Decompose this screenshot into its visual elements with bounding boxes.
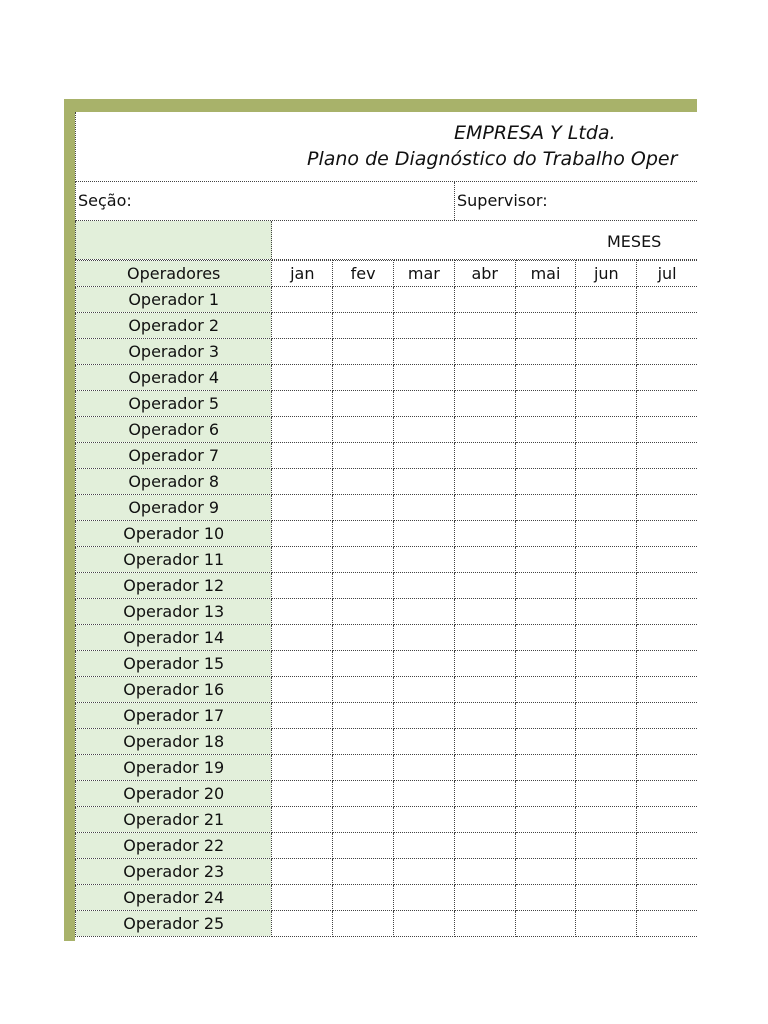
- month-cell-abr[interactable]: [454, 625, 515, 651]
- month-cell-abr[interactable]: [454, 313, 515, 339]
- operator-name-cell[interactable]: Operador 17: [76, 703, 272, 729]
- month-cell-mai[interactable]: [515, 443, 576, 469]
- company-title: EMPRESA Y Ltda.: [454, 122, 616, 144]
- month-cell-jan[interactable]: [272, 443, 333, 469]
- month-cell-jan[interactable]: [272, 339, 333, 365]
- month-cell-jun[interactable]: [576, 573, 637, 599]
- month-cell-jul[interactable]: [637, 417, 697, 443]
- month-cell-mai[interactable]: [515, 729, 576, 755]
- operator-name-cell[interactable]: Operador 13: [76, 599, 272, 625]
- month-cell-mar[interactable]: [393, 885, 454, 911]
- month-cell-jan[interactable]: [272, 469, 333, 495]
- month-cell-jan[interactable]: [272, 651, 333, 677]
- month-cell-abr[interactable]: [454, 781, 515, 807]
- month-cell-fev[interactable]: [333, 547, 394, 573]
- operator-name-cell[interactable]: Operador 6: [76, 417, 272, 443]
- plan-title: Plano de Diagnóstico do Trabalho Oper: [307, 148, 678, 170]
- month-cell-jun[interactable]: [576, 417, 637, 443]
- month-cell-jan[interactable]: [272, 703, 333, 729]
- month-cell-jun[interactable]: [576, 859, 637, 885]
- table-row: [76, 339, 698, 365]
- operator-name-cell[interactable]: Operador 9: [76, 495, 272, 521]
- month-cell-jan[interactable]: [272, 807, 333, 833]
- month-cell-jun[interactable]: [576, 469, 637, 495]
- month-cell-fev[interactable]: [333, 677, 394, 703]
- month-cell-jan[interactable]: [272, 755, 333, 781]
- table-row: [76, 911, 698, 937]
- month-cell-abr[interactable]: [454, 521, 515, 547]
- month-cell-jul[interactable]: [637, 859, 697, 885]
- month-cell-mar[interactable]: [393, 755, 454, 781]
- month-cell-fev[interactable]: [333, 833, 394, 859]
- operator-name-cell[interactable]: Operador 18: [76, 729, 272, 755]
- month-cell-jan[interactable]: [272, 417, 333, 443]
- month-cell-jun[interactable]: [576, 521, 637, 547]
- table-row: [76, 391, 698, 417]
- month-cell-jun[interactable]: [576, 677, 637, 703]
- month-cell-jul[interactable]: [637, 573, 697, 599]
- sheet-frame-left: [64, 99, 75, 941]
- month-cell-abr[interactable]: [454, 859, 515, 885]
- month-cell-mar[interactable]: [393, 729, 454, 755]
- month-cell-fev[interactable]: [333, 755, 394, 781]
- month-cell-jan[interactable]: [272, 677, 333, 703]
- month-cell-mar[interactable]: [393, 521, 454, 547]
- month-cell-mar[interactable]: [393, 469, 454, 495]
- month-cell-jun[interactable]: [576, 729, 637, 755]
- month-cell-abr[interactable]: [454, 339, 515, 365]
- operator-name-cell[interactable]: Operador 12: [76, 573, 272, 599]
- month-header-jul: jul: [637, 261, 697, 287]
- spreadsheet: [75, 112, 697, 941]
- month-cell-jun[interactable]: [576, 443, 637, 469]
- month-cell-jul[interactable]: [637, 651, 697, 677]
- month-cell-jul[interactable]: [637, 339, 697, 365]
- month-cell-jun[interactable]: [576, 781, 637, 807]
- month-cell-jul[interactable]: [637, 313, 697, 339]
- table-row: [76, 651, 698, 677]
- table-row: [76, 313, 698, 339]
- table-row: [76, 807, 698, 833]
- title-block: [75, 112, 697, 182]
- table-row: [76, 443, 698, 469]
- month-cell-jun[interactable]: [576, 495, 637, 521]
- month-cell-mar[interactable]: [393, 339, 454, 365]
- month-cell-abr[interactable]: [454, 365, 515, 391]
- operator-name-cell[interactable]: Operador 15: [76, 651, 272, 677]
- month-cell-mar[interactable]: [393, 703, 454, 729]
- month-cell-fev[interactable]: [333, 859, 394, 885]
- month-cell-mai[interactable]: [515, 599, 576, 625]
- month-cell-mar[interactable]: [393, 807, 454, 833]
- month-cell-abr[interactable]: [454, 651, 515, 677]
- month-cell-abr[interactable]: [454, 911, 515, 937]
- month-cell-abr[interactable]: [454, 807, 515, 833]
- operator-name-cell[interactable]: Operador 3: [76, 339, 272, 365]
- table-row: [76, 573, 698, 599]
- month-cell-mar[interactable]: [393, 365, 454, 391]
- month-cell-abr[interactable]: [454, 547, 515, 573]
- table-row: [76, 417, 698, 443]
- month-cell-abr[interactable]: [454, 287, 515, 313]
- month-cell-jan[interactable]: [272, 391, 333, 417]
- month-cell-jul[interactable]: [637, 625, 697, 651]
- month-cell-fev[interactable]: [333, 651, 394, 677]
- month-header-mai: mai: [515, 261, 576, 287]
- month-cell-mar[interactable]: [393, 677, 454, 703]
- month-cell-mai[interactable]: [515, 313, 576, 339]
- month-cell-abr[interactable]: [454, 417, 515, 443]
- month-cell-jul[interactable]: [637, 469, 697, 495]
- month-cell-fev[interactable]: [333, 807, 394, 833]
- month-cell-fev[interactable]: [333, 781, 394, 807]
- month-cell-mar[interactable]: [393, 495, 454, 521]
- month-cell-mai[interactable]: [515, 391, 576, 417]
- month-cell-jan[interactable]: [272, 781, 333, 807]
- month-cell-fev[interactable]: [333, 469, 394, 495]
- month-header-mar: mar: [393, 261, 454, 287]
- table-row: [76, 287, 698, 313]
- month-cell-fev[interactable]: [333, 365, 394, 391]
- month-cell-jul[interactable]: [637, 547, 697, 573]
- month-cell-mai[interactable]: [515, 651, 576, 677]
- month-cell-mai[interactable]: [515, 417, 576, 443]
- table-row: [76, 547, 698, 573]
- table-row: [76, 885, 698, 911]
- month-cell-fev[interactable]: [333, 391, 394, 417]
- month-cell-mar[interactable]: [393, 443, 454, 469]
- operator-name-cell[interactable]: Operador 25: [76, 911, 272, 937]
- month-cell-jul[interactable]: [637, 287, 697, 313]
- month-cell-mai[interactable]: [515, 807, 576, 833]
- operator-name-cell[interactable]: Operador 20: [76, 781, 272, 807]
- table-row: [76, 755, 698, 781]
- month-cell-fev[interactable]: [333, 625, 394, 651]
- month-cell-abr[interactable]: [454, 677, 515, 703]
- operator-name-cell[interactable]: Operador 14: [76, 625, 272, 651]
- month-cell-mai[interactable]: [515, 287, 576, 313]
- operator-name-cell[interactable]: Operador 2: [76, 313, 272, 339]
- month-cell-mar[interactable]: [393, 417, 454, 443]
- month-cell-mar[interactable]: [393, 833, 454, 859]
- month-cell-mar[interactable]: [393, 651, 454, 677]
- month-cell-jul[interactable]: [637, 781, 697, 807]
- month-cell-jul[interactable]: [637, 807, 697, 833]
- month-cell-jul[interactable]: [637, 833, 697, 859]
- month-cell-mar[interactable]: [393, 287, 454, 313]
- month-cell-mai[interactable]: [515, 365, 576, 391]
- operator-name-cell[interactable]: Operador 4: [76, 365, 272, 391]
- month-cell-jun[interactable]: [576, 625, 637, 651]
- month-cell-jan[interactable]: [272, 885, 333, 911]
- operator-name-cell[interactable]: Operador 24: [76, 885, 272, 911]
- month-cell-fev[interactable]: [333, 599, 394, 625]
- month-cell-mar[interactable]: [393, 781, 454, 807]
- month-cell-mar[interactable]: [393, 911, 454, 937]
- month-cell-abr[interactable]: [454, 391, 515, 417]
- month-cell-jan[interactable]: [272, 573, 333, 599]
- month-cell-mar[interactable]: [393, 573, 454, 599]
- month-cell-jan[interactable]: [272, 495, 333, 521]
- info-divider: [454, 182, 455, 220]
- month-cell-jul[interactable]: [637, 391, 697, 417]
- month-cell-fev[interactable]: [333, 417, 394, 443]
- operators-column-header: Operadores: [76, 261, 272, 287]
- month-cell-abr[interactable]: [454, 573, 515, 599]
- table-row: [76, 781, 698, 807]
- operator-name-cell[interactable]: Operador 19: [76, 755, 272, 781]
- month-cell-jul[interactable]: [637, 599, 697, 625]
- operator-name-cell[interactable]: Operador 1: [76, 287, 272, 313]
- month-cell-jul[interactable]: [637, 703, 697, 729]
- operator-name-cell[interactable]: Operador 23: [76, 859, 272, 885]
- month-cell-abr[interactable]: [454, 599, 515, 625]
- operator-name-cell[interactable]: Operador 5: [76, 391, 272, 417]
- month-cell-fev[interactable]: [333, 573, 394, 599]
- month-cell-abr[interactable]: [454, 469, 515, 495]
- month-cell-mar[interactable]: [393, 599, 454, 625]
- month-cell-jan[interactable]: [272, 625, 333, 651]
- month-cell-mai[interactable]: [515, 339, 576, 365]
- month-cell-jul[interactable]: [637, 365, 697, 391]
- month-header-fev: fev: [333, 261, 394, 287]
- months-header-label: MESES: [607, 232, 662, 251]
- month-cell-mai[interactable]: [515, 677, 576, 703]
- month-cell-fev[interactable]: [333, 339, 394, 365]
- month-cell-mar[interactable]: [393, 859, 454, 885]
- month-cell-mai[interactable]: [515, 547, 576, 573]
- month-cell-jun[interactable]: [576, 755, 637, 781]
- month-cell-mai[interactable]: [515, 469, 576, 495]
- month-cell-mai[interactable]: [515, 703, 576, 729]
- table-row: [76, 469, 698, 495]
- table-row: [76, 703, 698, 729]
- month-cell-mar[interactable]: [393, 547, 454, 573]
- month-cell-jul[interactable]: [637, 911, 697, 937]
- table-row: [76, 677, 698, 703]
- month-cell-jul[interactable]: [637, 729, 697, 755]
- table-header-row: [76, 261, 698, 287]
- section-label: Seção:: [78, 191, 132, 210]
- month-cell-jun[interactable]: [576, 599, 637, 625]
- month-cell-jul[interactable]: [637, 885, 697, 911]
- month-cell-jun[interactable]: [576, 365, 637, 391]
- month-cell-jun[interactable]: [576, 911, 637, 937]
- month-cell-jun[interactable]: [576, 833, 637, 859]
- month-cell-mai[interactable]: [515, 755, 576, 781]
- month-cell-mar[interactable]: [393, 391, 454, 417]
- operator-name-cell[interactable]: Operador 16: [76, 677, 272, 703]
- month-cell-jan[interactable]: [272, 313, 333, 339]
- month-cell-fev[interactable]: [333, 287, 394, 313]
- table-row: [76, 729, 698, 755]
- month-cell-mai[interactable]: [515, 911, 576, 937]
- month-cell-jun[interactable]: [576, 287, 637, 313]
- month-cell-fev[interactable]: [333, 313, 394, 339]
- month-cell-abr[interactable]: [454, 443, 515, 469]
- month-cell-mai[interactable]: [515, 573, 576, 599]
- month-cell-abr[interactable]: [454, 495, 515, 521]
- month-cell-abr[interactable]: [454, 703, 515, 729]
- month-cell-mai[interactable]: [515, 781, 576, 807]
- operator-name-cell[interactable]: Operador 7: [76, 443, 272, 469]
- months-header-blank-cell: [75, 221, 272, 259]
- month-cell-mai[interactable]: [515, 859, 576, 885]
- month-cell-jul[interactable]: [637, 495, 697, 521]
- month-cell-fev[interactable]: [333, 495, 394, 521]
- month-cell-abr[interactable]: [454, 833, 515, 859]
- month-cell-fev[interactable]: [333, 703, 394, 729]
- month-cell-jan[interactable]: [272, 729, 333, 755]
- info-row: [75, 182, 697, 221]
- month-cell-jun[interactable]: [576, 339, 637, 365]
- table-row: [76, 365, 698, 391]
- month-header-jan: jan: [272, 261, 333, 287]
- month-cell-jan[interactable]: [272, 365, 333, 391]
- month-cell-jul[interactable]: [637, 521, 697, 547]
- month-cell-mar[interactable]: [393, 625, 454, 651]
- month-cell-abr[interactable]: [454, 755, 515, 781]
- month-header-abr: abr: [454, 261, 515, 287]
- month-cell-jan[interactable]: [272, 599, 333, 625]
- month-cell-jun[interactable]: [576, 651, 637, 677]
- table-row: [76, 495, 698, 521]
- month-cell-mar[interactable]: [393, 313, 454, 339]
- month-cell-jun[interactable]: [576, 703, 637, 729]
- month-cell-abr[interactable]: [454, 729, 515, 755]
- month-cell-mai[interactable]: [515, 495, 576, 521]
- table-row: [76, 521, 698, 547]
- table-row: [76, 833, 698, 859]
- month-cell-jul[interactable]: [637, 443, 697, 469]
- operator-name-cell[interactable]: Operador 10: [76, 521, 272, 547]
- month-cell-jan[interactable]: [272, 859, 333, 885]
- month-cell-jul[interactable]: [637, 677, 697, 703]
- month-cell-jan[interactable]: [272, 911, 333, 937]
- month-cell-fev[interactable]: [333, 911, 394, 937]
- month-cell-jun[interactable]: [576, 391, 637, 417]
- month-header-jun: jun: [576, 261, 637, 287]
- month-cell-abr[interactable]: [454, 885, 515, 911]
- operator-name-cell[interactable]: Operador 22: [76, 833, 272, 859]
- month-cell-jun[interactable]: [576, 547, 637, 573]
- table-row: [76, 599, 698, 625]
- month-cell-jan[interactable]: [272, 521, 333, 547]
- month-cell-mai[interactable]: [515, 885, 576, 911]
- month-cell-jun[interactable]: [576, 313, 637, 339]
- month-cell-jun[interactable]: [576, 807, 637, 833]
- month-cell-mai[interactable]: [515, 625, 576, 651]
- operator-name-cell[interactable]: Operador 8: [76, 469, 272, 495]
- month-cell-jan[interactable]: [272, 833, 333, 859]
- month-cell-fev[interactable]: [333, 729, 394, 755]
- operators-table: [75, 260, 697, 937]
- month-cell-fev[interactable]: [333, 521, 394, 547]
- table-row: [76, 859, 698, 885]
- supervisor-label: Supervisor:: [457, 191, 548, 210]
- month-cell-fev[interactable]: [333, 443, 394, 469]
- month-cell-fev[interactable]: [333, 885, 394, 911]
- month-cell-jan[interactable]: [272, 287, 333, 313]
- months-header-row: [75, 221, 697, 260]
- month-cell-mai[interactable]: [515, 521, 576, 547]
- month-cell-jul[interactable]: [637, 755, 697, 781]
- month-cell-mai[interactable]: [515, 833, 576, 859]
- sheet-frame-top: [64, 99, 697, 112]
- month-cell-jun[interactable]: [576, 885, 637, 911]
- table-row: [76, 625, 698, 651]
- operator-name-cell[interactable]: Operador 21: [76, 807, 272, 833]
- operator-name-cell[interactable]: Operador 11: [76, 547, 272, 573]
- month-cell-jan[interactable]: [272, 547, 333, 573]
